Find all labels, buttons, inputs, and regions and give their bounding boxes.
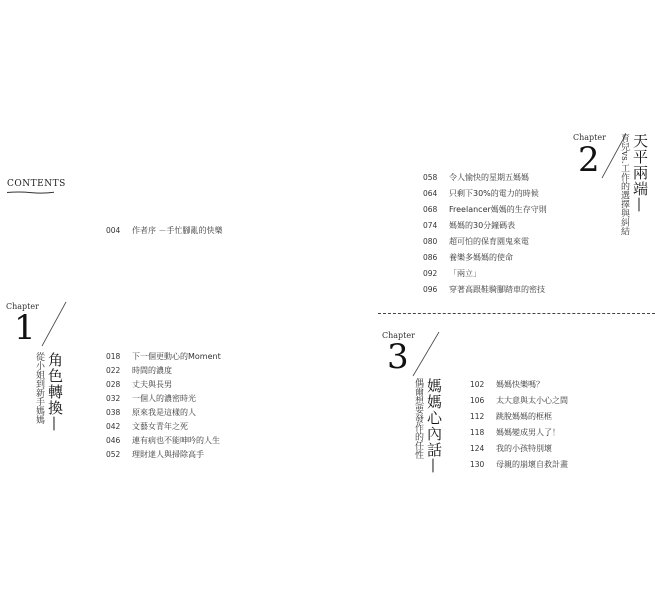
toc-entry[interactable]: [470, 378, 568, 392]
toc-page-number: 018: [106, 352, 121, 361]
toc-page-number: 042: [106, 422, 121, 431]
toc-entry[interactable]: [106, 350, 221, 364]
toc-page-number: 080: [423, 237, 438, 246]
toc-entry-title: 只剩下30%的電力的時候: [449, 189, 539, 198]
toc-entry[interactable]: [423, 235, 547, 249]
toc-page-number: 124: [470, 444, 485, 453]
toc-entry-title: 下一個更動心的Moment: [132, 352, 221, 361]
chapter-3-slash: [411, 330, 441, 378]
chapter-3-title: 媽媽心內話—: [425, 378, 443, 474]
preface-entry[interactable]: [106, 224, 223, 238]
toc-entry-title: 超可怕的保育園鬼來電: [449, 237, 529, 246]
toc-entry-title: 丈夫與長男: [132, 380, 172, 389]
chapter-2-label: Chapter: [573, 133, 606, 142]
toc-entry-title: 原來我是這樣的人: [132, 408, 196, 417]
toc-entry[interactable]: [423, 187, 547, 201]
toc-entry[interactable]: [423, 219, 547, 233]
toc-entry[interactable]: [470, 410, 568, 424]
toc-entry-title: 文藝女青年之死: [132, 422, 188, 431]
toc-page-number: 092: [423, 269, 438, 278]
toc-page-number: 086: [423, 253, 438, 262]
toc-entry[interactable]: [470, 458, 568, 472]
contents-underline: [7, 191, 54, 194]
toc-entry-title: 跳脫媽媽的框框: [496, 412, 552, 421]
toc-entry[interactable]: [106, 364, 221, 378]
preface-page-number: 004: [106, 226, 121, 235]
toc-entry-title: 我的小孩特別壞: [496, 444, 552, 453]
toc-entry-title: 「兩立」: [449, 269, 481, 278]
toc-entry[interactable]: [106, 392, 221, 406]
toc-entry[interactable]: [423, 171, 547, 185]
toc-page-number: 068: [423, 205, 438, 214]
chapter-2-toc: [423, 171, 547, 297]
toc-entry-title: 媽媽變成男人了！: [496, 428, 560, 437]
toc-page-number: 102: [470, 380, 485, 389]
toc-page-number: 038: [106, 408, 121, 417]
toc-entry[interactable]: [106, 448, 221, 462]
toc-page-number: 032: [106, 394, 121, 403]
toc-entry-title: 理財達人與掃除高手: [132, 450, 204, 459]
toc-entry[interactable]: [470, 442, 568, 456]
toc-entry[interactable]: [106, 420, 221, 434]
chapter-3-label: Chapter: [382, 331, 415, 340]
toc-entry[interactable]: [423, 203, 547, 217]
contents-title: CONTENTS: [7, 179, 66, 189]
toc-entry-title: 穿著高跟鞋騎腳踏車的密技: [449, 285, 545, 294]
chapter-1-slash: [40, 300, 68, 348]
toc-page-number: 046: [106, 436, 121, 445]
chapter-1-title: 角色轉換—: [46, 352, 64, 432]
preface-title: 作者序 －手忙腳亂的快樂: [132, 226, 223, 235]
toc-entry[interactable]: [106, 434, 221, 448]
toc-page-number: 130: [470, 460, 485, 469]
toc-page-number: 022: [106, 366, 121, 375]
toc-page-number: 118: [470, 428, 485, 437]
toc-page-number: 028: [106, 380, 121, 389]
toc-page-number: 106: [470, 396, 485, 405]
toc-entry-title: Freelancer媽媽的生存守則: [449, 205, 547, 214]
toc-page-number: 064: [423, 189, 438, 198]
toc-entry-title: 令人愉快的星期五媽媽: [449, 173, 529, 182]
toc-entry[interactable]: [106, 378, 221, 392]
chapter-3-number: 3: [387, 337, 409, 377]
toc-entry-title: 太大意與太小心之間: [496, 396, 568, 405]
toc-entry[interactable]: [423, 283, 547, 297]
toc-page-number: 112: [470, 412, 485, 421]
chapter-2-subtitle: 育兒vs.工作的選擇與糾結: [619, 133, 629, 236]
toc-entry[interactable]: [470, 394, 568, 408]
toc-entry-title: 時間的濃度: [132, 366, 172, 375]
toc-entry[interactable]: [423, 251, 547, 265]
toc-entry-title: 養樂多媽媽的使命: [449, 253, 513, 262]
section-divider: [378, 313, 655, 314]
toc-entry[interactable]: [423, 267, 547, 281]
chapter-1-toc: [106, 350, 221, 462]
chapter-2-number: 2: [578, 140, 600, 180]
toc-entry-title: 連有病也不能呻吟的人生: [132, 436, 220, 445]
toc-entry-title: 媽媽快樂嗎？: [496, 380, 544, 389]
toc-entry[interactable]: [106, 406, 221, 420]
chapter-2-title: 天平兩端—: [631, 133, 649, 213]
toc-entry-title: 媽媽的30分鐘碼表: [449, 221, 516, 230]
chapter-3-toc: [470, 378, 568, 472]
chapter-1-label: Chapter: [6, 302, 39, 311]
toc-page-number: 058: [423, 173, 438, 182]
toc-entry-title: 母親的崩壞自救計畫: [496, 460, 568, 469]
toc-entry[interactable]: [470, 426, 568, 440]
chapter-1-number: 1: [14, 308, 36, 348]
toc-page-number: 052: [106, 450, 121, 459]
toc-page-number: 074: [423, 221, 438, 230]
toc-page-number: 096: [423, 285, 438, 294]
chapter-1-subtitle: 從小姐到新手媽媽: [34, 352, 44, 424]
chapter-3-subtitle: 偶爾想要發作的任性: [413, 378, 423, 459]
toc-entry-title: 一個人的濃密時光: [132, 394, 196, 403]
